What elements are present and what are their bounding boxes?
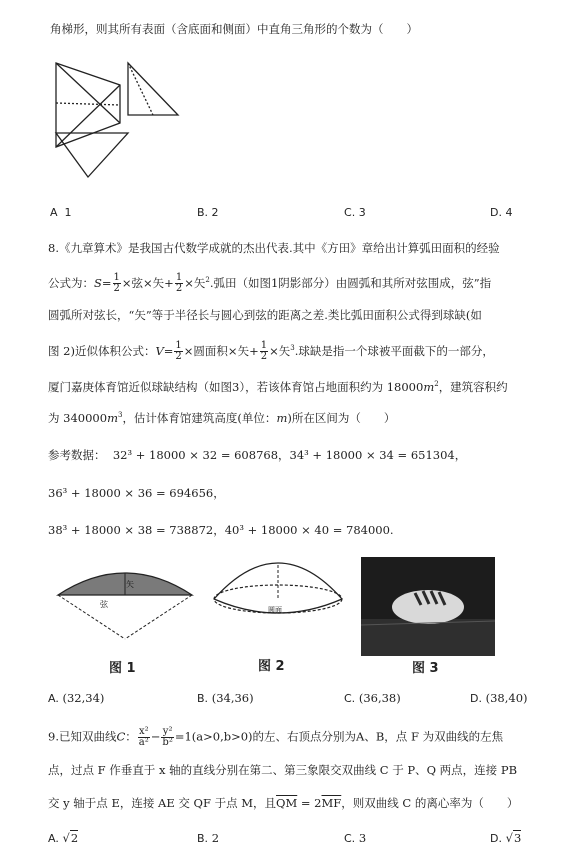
q7-fig-right-outline [128,63,178,115]
q8-option-c[interactable]: C. (36,38) [344,691,401,705]
fig1-radius-right [125,595,192,639]
fig2-base-label: 圆面 [268,606,282,614]
q9-option-b[interactable]: B. 2 [197,831,220,845]
q8-line1: 8.《九章算术》是我国古代数学成就的杰出代表.其中《方田》章给出计算弧田面积的经验 [48,241,500,255]
q8-line6: 为 $340000m^3$，估计体育馆建筑高度(单位：m)所在区间为（ ） [48,410,396,425]
q7-fig-bottom-outline [56,133,128,177]
q9-option-c[interactable]: C. 3 [344,831,367,845]
q8-line3: 圆弧所对弦长，“矢”等于半径长与圆心到弦的距离之差.类比弧田面积公式得到球缺(如 [48,308,482,322]
q8-line5: 厦门嘉庚体育馆近似球缺结构（如图3），若该体育馆占地面积约为 $18000m^2$，建筑容积约 [48,379,508,394]
q7-stem: 角梯形，则其所有表面（含底面和侧面）中直角三角形的个数为（ ） [50,22,418,36]
fig1-arrow-label: 矢 [126,580,134,589]
q8-ref-line2: 36³ + 18000 × 36 = 694656， [48,486,225,500]
fig3-dome [392,590,464,624]
q7-option-d[interactable]: D. 4 [490,206,513,219]
q8-ref-line3: 38³ + 18000 × 38 = 738872，40³ + 18000 × 40 = 784000. [48,523,394,537]
q8-option-b[interactable]: B. (34,36) [197,691,254,705]
fig1-chord-label: 弦 [100,600,108,609]
q8-line2: 公式为：S= $\frac{1}{2}$ ×弦×矢+ $\frac{1}{2}$ ×矢$^2$.弧田（如图1阴影部分）由圆弧和其所对弦围成，弦”指 [48,272,492,295]
fig1-arc-segment [50,557,200,647]
fig2-spherical-cap [208,557,348,627]
q9-line1: 9.已知双曲线C： $\frac{\text{x²}}{\text{a²}}$ − $\frac{\text{y²}}{\text{b²}}$ =1(a>0,b>0)的左、右顶点分别为A、B，点 F 为双曲线的左焦 [48,726,504,748]
q8-option-d[interactable]: D. (38,40) [470,691,528,705]
q8-ref-line1: 参考数据： 32³ + 18000 × 32 = 608768，34³ + 18000 × 34 = 651304， [48,448,467,462]
fig3-stadium-photo [361,557,495,656]
q8-line4: 图 2)近似体积公式：V= $\frac{1}{2}$ ×圆面积×矢+ $\frac{1}{2}$ ×矢$^3$.球缺是指一个球被平面截下的一部分， [48,340,494,363]
q7-fig-left-outline [56,63,120,147]
q7-fig-left-diag2 [56,85,120,147]
q9-option-d[interactable]: D. √3 [490,831,522,845]
q9-option-a[interactable]: A. √2 [48,831,79,845]
q7-option-c[interactable]: C. 3 [344,206,366,219]
q7-option-b[interactable]: B. 2 [197,206,219,219]
q7-figures [48,55,198,185]
fig2-caption: 图 2 [258,659,285,674]
fig1-caption: 图 1 [109,661,136,676]
q9-line3: 交 y 轴于点 E，连接 AE 交 QF 于点 M，且$\overline{QM} = 2\overline{MF}$，则双曲线 C 的离心率为（ ） [48,796,519,810]
q7-fig-right-hidden [128,63,153,115]
q8-option-a[interactable]: A. (32,34) [48,691,105,705]
q7-fig-left-hidden [56,103,120,105]
fig1-radius-left [58,595,125,639]
q7-option-a[interactable]: A 1 [50,206,72,219]
fig3-caption: 图 3 [412,661,439,676]
q7-fig-left-diag1 [56,63,120,123]
q9-line2: 点，过点 F 作垂直于 x 轴的直线分别在第二、第三象限交双曲线 C 于 P、Q 两点，连接 PB [48,763,518,777]
